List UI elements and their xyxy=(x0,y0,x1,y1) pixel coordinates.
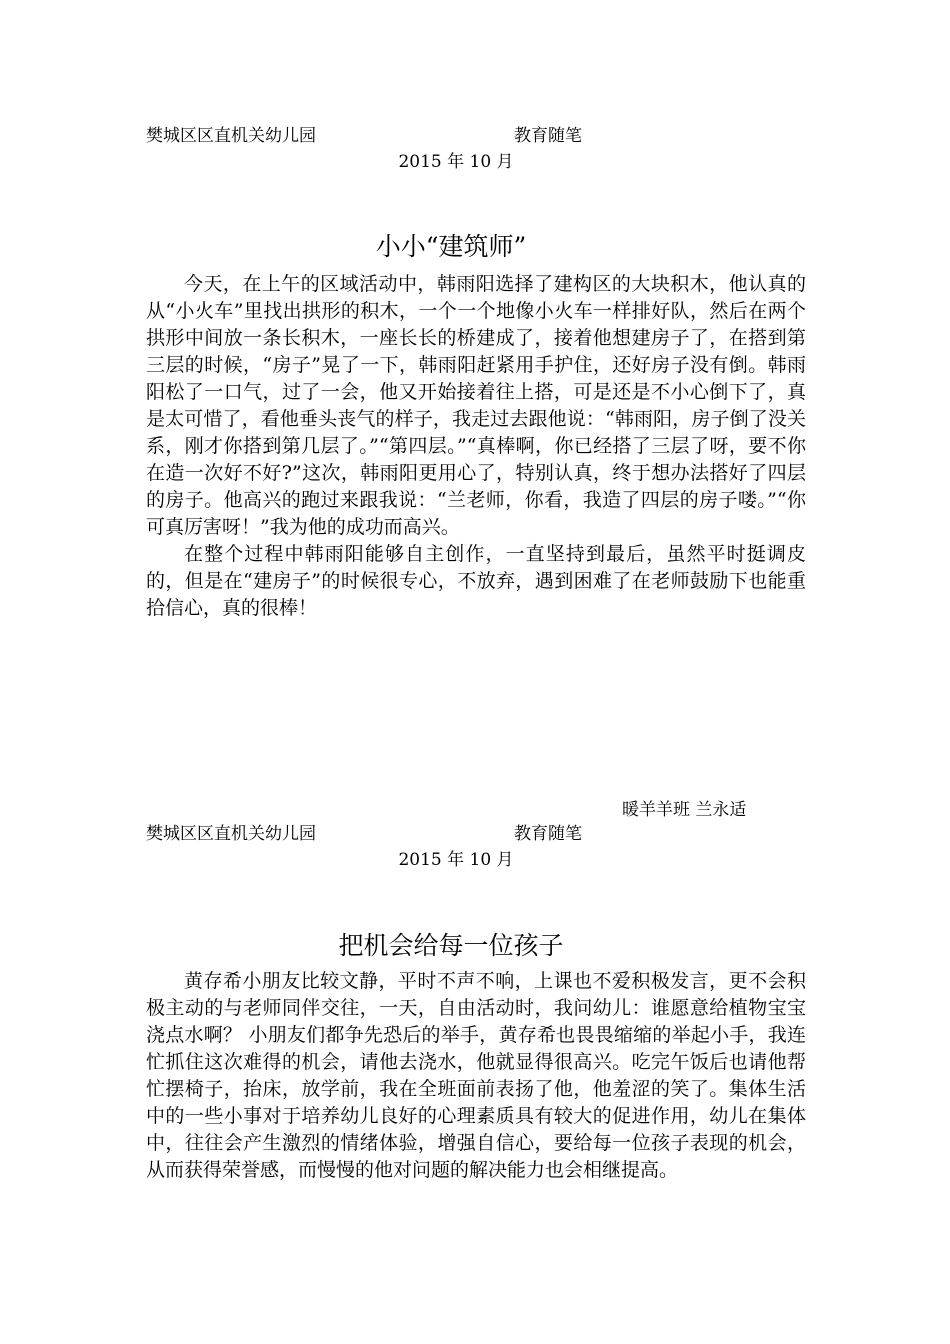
document-date: 2015 年 10 月 xyxy=(398,850,514,870)
essay-body xyxy=(146,968,806,1184)
school-name: 樊城区区直机关幼儿园 xyxy=(146,824,316,844)
essay-paragraph: 今天，在上午的区域活动中，韩雨阳选择了建构区的大块积木，他认真的从“小火车”里找出拱形的积木，一个一个地像小火车一样排好队，然后在两个拱形中间放一条长积木，一座长长的桥建成了，接着他想建房子了，在搭到第三层的时候，“房子”晃了一下，韩雨阳赶紧用手护住，还好房子没有倒。韩雨阳松了一口气，过了一会，他又开始接着往上搭，可是还是不小心倒下了，真是太可惜了，看他垂头丧气的样子，我走过去跟他说：“韩雨阳，房子倒了没关系，刚才你搭到第几层了。”“第四层。”“真棒啊，你已经搭了三层了呀，要不你在造一次好不好?”这次，韩雨阳更用心了，特别认真，终于想办法搭好了四层的房子。他高兴的跑过来跟我说：“兰老师，你看，我造了四层的房子喽。”“你可真厉害呀！”我为他的成功而高兴。 xyxy=(146,273,806,538)
essay-title: 小小“建筑师” xyxy=(375,232,527,261)
essay-title: 把机会给每一位孩子 xyxy=(338,931,564,960)
essay-paragraph: 黄存希小朋友比较文静，平时不声不响，上课也不爱积极发言，更不会积极主动的与老师同伴交往，一天，自由活动时，我问幼儿：谁愿意给植物宝宝浇点水啊？ 小朋友们都争先恐后的举手，黄存希也畏畏缩缩的举起小手，我连忙抓住这次难得的机会，请他去浇水，他就显得很高兴。吃完午饭后也请他帮忙摆椅子，抬床，放学前，我在全班面前表扬了他，他羞涩的笑了。集体生活中的一些小事对于培养幼儿良好的心理素质具有较大的促进作用，幼儿在集体中，往往会产生激烈的情绪体验，增强自信心，要给每一位孩子表现的机会，从而获得荣誉感，而慢慢的他对问题的解决能力也会相继提高。 xyxy=(146,970,806,1181)
school-name: 樊城区区直机关幼儿园 xyxy=(146,126,316,146)
document-date: 2015 年 10 月 xyxy=(398,152,514,172)
author-signature: 暖羊羊班 兰永适 xyxy=(622,800,747,820)
essay-paragraph: 在整个过程中韩雨阳能够自主创作，一直坚持到最后，虽然平时挺调皮的，但是在“建房子”的时候很专心，不放弃，遇到困难了在老师鼓励下也能重拾信心，真的很棒！ xyxy=(146,543,806,619)
essay-body xyxy=(146,271,806,622)
document-type: 教育随笔 xyxy=(514,126,582,146)
document-type: 教育随笔 xyxy=(514,824,582,844)
